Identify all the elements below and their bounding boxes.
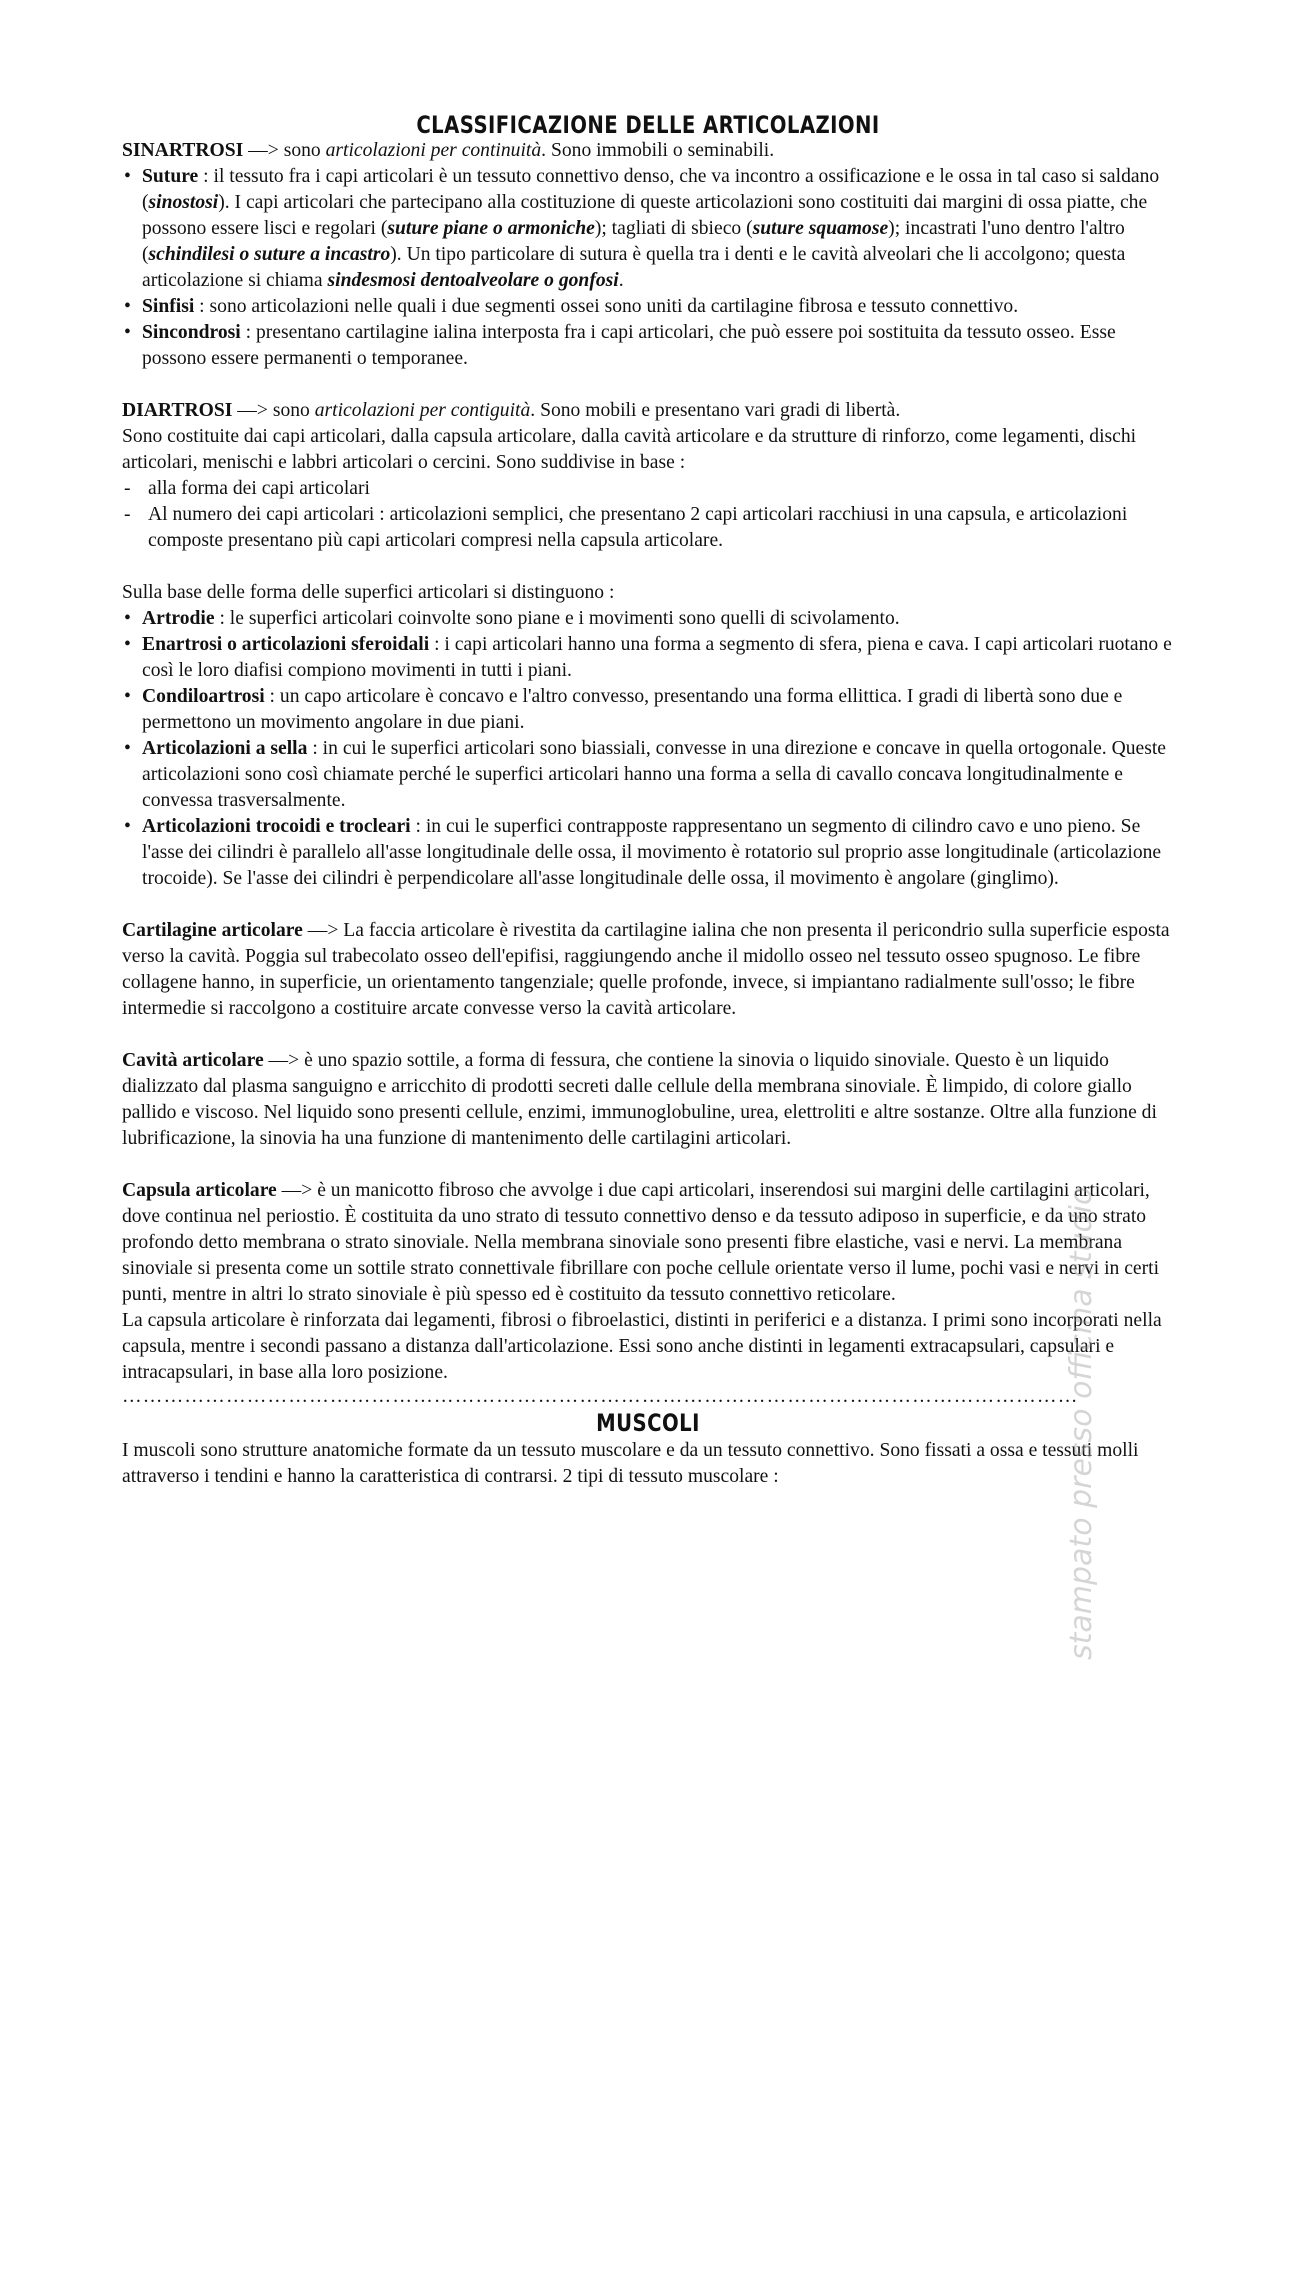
diartrosi-body: Sono costituite dai capi articolari, dalla capsula articolare, dalla cavità articolare e da strutture di rinforzo, come legamenti, dischi articolari, menischi e labbri articolari o cercini. Sono suddivise in base : [122,426,1137,473]
item-text: : i capi articolari hanno una forma a segmento di sfera, piena e cava. I capi articolari ruotano e così le loro diafisi compiono movimenti in tutti i piani. [142,634,1172,681]
spacer [122,1152,1174,1178]
diartrosi-dash-list [122,476,1174,554]
cartilagine-paragraph [122,918,1174,1022]
document-title: CLASSIFICAZIONE DELLE ARTICOLAZIONI [416,111,880,139]
item-text: : le superfici articolari coinvolte sono piane e i movimenti sono quelli di scivolamento. [214,608,900,629]
cavita-text: —> è uno spazio sottile, a forma di fessura, che contiene la sinovia o liquido sinoviale. Questo è un liquido dializzato dal plasma sanguigno e arricchito di prodotti secreti dalle cellule della membrana sinoviale. È limpido, di colore giallo pallido e viscoso. Nel liquido sono presenti cellule, enzimi, immunoglobuline, urea, elettroliti e altre sostanze. Oltre alla funzione di lubrificazione, la sinovia ha una funzione di mantenimento delle cartilagini articolari. [122,1050,1157,1149]
list-item [122,736,1174,814]
emphasis-wrap [149,244,391,265]
watermark-text: stampato presso officina studio [1064,1186,1099,1660]
item-text: : presentano cartilagine ialina interposta fra i capi articolari, che può essere poi sostituita da tessuto osseo. Esse possono essere permanenti o temporanee. [142,322,1116,369]
cavita-term: Cavità articolare [122,1050,264,1071]
sinartrosi-term: SINARTROSI [122,140,244,161]
list-item [122,814,1174,892]
emphasis-term: suture squamose [752,218,889,239]
diartrosi-term: DIARTROSI [122,400,233,421]
item-text: ); incastrati l'uno dentro l'altro ( [142,218,1125,265]
item-text: . [618,270,624,291]
list-item [122,294,1174,320]
emphasis-wrap [753,218,889,239]
item-term: Articolazioni a sella [142,738,308,759]
diartrosi-rest: . Sono mobili e presentano vari gradi di libertà. [530,400,901,421]
item-text: : in cui le superfici articolari sono biassiali, convesse in una direzione e concave in quella ortogonale. Queste articolazioni sono così chiamate perché le superfici articolari hanno una forma a sella di cavallo concava longitudinalmente e convessa trasversalmente. [142,738,1167,811]
watermark [1062,1186,1102,2280]
item-term: Artrodie [142,608,215,629]
muscoli-paragraph: I muscoli sono strutture anatomiche formate da un tessuto muscolare e da un tessuto connettivo. Sono fissati a ossa e tessuti molli attraverso i tendini e hanno la caratteristica di contrarsi. 2 tipi di tessuto muscolare : [122,1440,1139,1487]
spacer [122,1022,1174,1048]
list-item [122,606,1174,632]
item-term: Suture [142,166,199,187]
sinartrosi-rest: . Sono immobili o seminabili. [541,140,775,161]
emphasis-wrap [328,270,619,291]
item-term: Sinfisi [142,296,195,317]
capsula-term: Capsula articolare [122,1180,277,1201]
spacer [122,372,1174,398]
diartrosi-italic: articolazioni per contiguità [314,400,531,421]
capsula-paragraph-2: La capsula articolare è rinforzata dai legamenti, fibrosi o fibroelastici, distinti in periferici e a distanza. I primi sono incorporati nella capsula, mentre i secondi passano a distanza dall'articolazione. Essi sono anche distinti in legamenti extracapsulari, capsulari e intracapsulari, in base alla loro posizione. [122,1310,1162,1383]
sinartrosi-list [122,164,1174,372]
item-term: Condiloartrosi [142,686,265,707]
item-term: Sincondrosi [142,322,241,343]
list-item [122,684,1174,736]
cartilagine-text: —> La faccia articolare è rivestita da cartilagine ialina che non presenta il pericondrio sulla superficie esposta verso la cavità. Poggia sul trabecolato osseo dell'epifisi, raggiungendo anche il midollo osseo nel tessuto osseo spugnoso. Le fibre collagene hanno, in superficie, un orientamento tangenziale; quelle profonde, invece, si impiantano radialmente sull'osso; le fibre intermedie si raccolgono a costituire arcate convesse verso la cavità articolare. [122,920,1170,1019]
list-item [122,320,1174,372]
dash-item: - Al numero dei capi articolari : articolazioni semplici, che presentano 2 capi articolari racchiusi in una capsula, e articolazioni composte presentano più capi articolari compresi nella capsula articolare. [122,502,1174,554]
forme-intro: Sulla base delle forma delle superfici articolari si distinguono : [122,582,615,603]
item-text: : sono articolazioni nelle quali i due segmenti ossei sono uniti da cartilagine fibrosa e tessuto connettivo. [194,296,1019,317]
emphasis-term: suture piane o armoniche [387,218,595,239]
list-item [122,164,1174,294]
muscoli-title: MUSCOLI [596,1409,700,1437]
item-text: ). I capi articolari che partecipano alla costituzione di queste articolazioni sono costituiti dai margini di ossa piatte, che possono essere lisci e regolari ( [142,192,1148,239]
document-page [122,108,1174,1490]
emphasis-term: sindesmosi dentoalveolare o gonfosi [327,270,619,291]
item-text: ). Un tipo particolare di sutura è quella tra i denti e le cavità alveolari che li accolgono; questa articolazione si chiama [142,244,1126,291]
sinartrosi-italic: articolazioni per continuità [325,140,542,161]
item-text: : un capo articolare è concavo e l'altro convesso, presentando una forma ellittica. I gradi di libertà sono due e permettono un movimento angolare in due piani. [142,686,1123,733]
emphasis-wrap [149,192,219,213]
diartrosi-heading [122,398,1174,424]
item-text: : il tessuto fra i capi articolari è un tessuto connettivo denso, che va incontro a ossificazione e le ossa in tal caso si saldano ( [142,166,1160,213]
item-term: Articolazioni trocoidi e trocleari [142,816,411,837]
arrow-text: —> sono [243,140,326,161]
spacer [122,554,1174,580]
dotted-separator: ………………………………………………………………………………………………………………………… [122,1386,1079,1407]
capsula-paragraph [122,1178,1174,1308]
cavita-paragraph [122,1048,1174,1152]
list-item [122,632,1174,684]
forme-list [122,606,1174,892]
emphasis-term: schindilesi o suture a incastro [148,244,391,265]
dash-item: - alla forma dei capi articolari [122,476,1174,502]
item-text: : in cui le superfici contrapposte rappresentano un segmento di cilindro cavo e uno pieno. Se l'asse dei cilindri è parallelo all'asse longitudinale delle ossa, il movimento è rotatorio sul proprio asse longitudinale (articolazione trocoide). Se l'asse dei cilindri è perpendicolare all'asse longitudinale delle ossa, il movimento è angolare (ginglimo). [142,816,1162,889]
item-text: ); tagliati di sbieco ( [594,218,753,239]
cartilagine-term: Cartilagine articolare [122,920,303,941]
spacer [122,892,1174,918]
emphasis-wrap [387,218,594,239]
arrow-text: —> sono [232,400,315,421]
capsula-text: —> è un manicotto fibroso che avvolge i due capi articolari, inserendosi sui margini delle cartilagini articolari, dove continua nel periostio. È costituita da uno strato di tessuto connettivo denso e da tessuto adiposo in superficie, e da uno strato profondo detto membrana o strato sinoviale. Nella membrana sinoviale sono presenti fibre elastiche, vasi e nervi. La membrana sinoviale si presenta come un sottile strato connettivale fibrillare con poche cellule orientate verso il lume, pochi vasi e nervi in certi punti, mentre in altri lo strato sinoviale è più spesso ed è costituito da tessuto connettivo reticolare. [122,1180,1160,1305]
item-term: Enartrosi o articolazioni sferoidali [142,634,430,655]
emphasis-term: sinostosi [148,192,219,213]
